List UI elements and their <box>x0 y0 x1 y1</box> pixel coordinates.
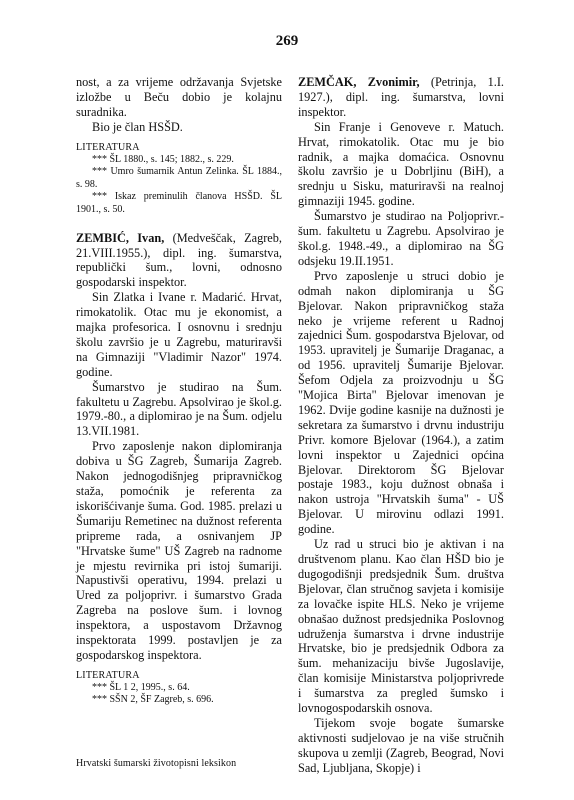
entry-name: ZEMBIĆ, Ivan, <box>76 230 165 245</box>
entry-name: ZEMČAK, Zvonimir, <box>298 75 420 89</box>
entry-paragraph: Sin Franje i Genoveve r. Matuch. Hrvat, rimokatolik. Otac mu je bio radnik, a majka domaćica. Osnovnu školu završio je u Dobrljinu (BiH), a srednju u Sisku, maturiravši na realnoj gimnaziji 1945. godine. <box>298 119 504 209</box>
literature-heading: LITERATURA <box>76 141 140 153</box>
membership-note: Bio je član HSŠD. <box>92 119 183 134</box>
continuation-text: nost, a za vrijeme održavanja Svjetske izložbe u Beču dobio je kolajnu suradnika. <box>76 75 282 119</box>
page-footer: Hrvatski šumarski životopisni leksikon <box>76 758 237 769</box>
literature-item: *** ŠL 1880., s. 145; 1882., s. 229. <box>92 153 234 165</box>
literature-item: *** SŠN 2, ŠF Zagreb, s. 696. <box>92 694 214 706</box>
entry-heading-details: (Petrinja, 1.I. 1927.), dipl. ing. šumarstva, lovni inspektor. <box>298 75 504 119</box>
entry-paragraph: Prvo zaposlenje u struci dobio je odmah nakon diplomiranja u ŠG Bjelovar. Nakon pripravničkog staža neko je vrijeme referent u Radnoj zajednici Šum. gospodarstva Bjelovar, od 1953. upravitelj je Šumarije Draganac, a od 1956. upravitelj Šumarije Bjelovar. Šefom Odjela za proizvodnju u ŠG "Mojica Birta" Bjelovar imenovan je 1962. Dvije godine kasnije na dužnosti je sekretara za šumarstvo i drvnu industriju Privr. komore Bjelovar (1964.), a zatim lovni inspektor u Zajednici općina Bjelovar. Direktorom ŠG Bjelovar postaje 1983., koju dužnost obnaša i nakon ustroja "Hrvatskih šuma" - UŠ Bjelovar. U mirovinu odlazi 1991. godine. <box>298 268 504 537</box>
entry-heading <box>298 75 504 120</box>
literature-item: *** Iskaz preminulih članova HSŠD. ŠL 1901., s. 50. <box>76 191 282 215</box>
literature-item: *** ŠL 1 2, 1995., s. 64. <box>92 681 190 693</box>
entry-paragraph: Šumarstvo je studirao na Šum. fakultetu u Zagrebu. Apsolvirao je škol.g. 1979.-80., a diplomirao je na Šum. odjelu 13.VII.1981. <box>76 379 282 439</box>
literature-item: *** Umro šumarnik Antun Zelinka. ŠL 1884., s. 98. <box>76 166 282 190</box>
literature-heading: LITERATURA <box>76 669 140 681</box>
entry-paragraph: Uz rad u struci bio je aktivan i na društvenom planu. Kao član HŠD bio je dugogodišnji predsjednik Šum. društva Bjelovar, član stručnog savjeta i komisije za lovačke ispite HLS. Neko je vrijeme obnašao dužnost predsjednika Poslovnog udruženja šumarstva i drvne industrije Hrvatske, bio je predsjednik Odbora za šum. mehanizaciju bivše Jugoslavije, član komisije Ministarstva poljoprivrede i šumarstva za pregled šumsko i lovnogospodarskih osnova. <box>298 537 504 716</box>
entry-heading <box>76 231 282 291</box>
entry-paragraph: Prvo zaposlenje nakon diplomiranja dobiva u ŠG Zagreb, Šumarija Zagreb. Nakon jednogodišnjeg pripravničkog staža, pomoćnik je referenta za iskorišćivanje šuma. God. 1985. prelazi u Šumariju Remetinec na dužnost referenta pripreme rada, a osnivanjem JP "Hrvatske šume" UŠ Zagreb na radnome je mjestu revirnika pri istoj šumariji. Napustivši operativu, 1994. prelazi u Ured za poljoprivr. i šumarstvo Grada Zagreba na poslove šum. i lovnog inspektora, a uspostavom Državnog inspektorata 1999. postavljen je za gospodarskog inspektora. <box>76 439 282 662</box>
entry-heading-details: (Medveščak, Zagreb, 21.VIII.1955.), dipl. ing. šumarstva, republički šum., lovni, odnosno gospodarski inspektor. <box>76 230 282 290</box>
right-column <box>298 75 504 776</box>
entry-paragraph: Tijekom svoje bogate šumarske aktivnosti sudjelovao je na više stručnih skupova u zemlji (Zagreb, Beograd, Novi Sad, Ljubljana, Skopje) i <box>298 715 504 775</box>
left-column <box>76 75 282 707</box>
page-number: 269 <box>275 33 299 49</box>
entry-paragraph: Šumarstvo je studirao na Poljoprivr.-šum. fakultetu u Zagrebu. Apsolvirao je škol.g. 1948.-49., a diplomirao na ŠG odsjeku 19.II.1951. <box>298 209 504 268</box>
entry-paragraph: Sin Zlatka i Ivane r. Madarić. Hrvat, rimokatolik. Otac mu je ekonomist, a majka profesorica. I osnovnu i srednju školu završio je u Zagrebu, maturiravši na Gimnaziji "Vladimir Nazor" 1974. godine. <box>76 290 282 379</box>
